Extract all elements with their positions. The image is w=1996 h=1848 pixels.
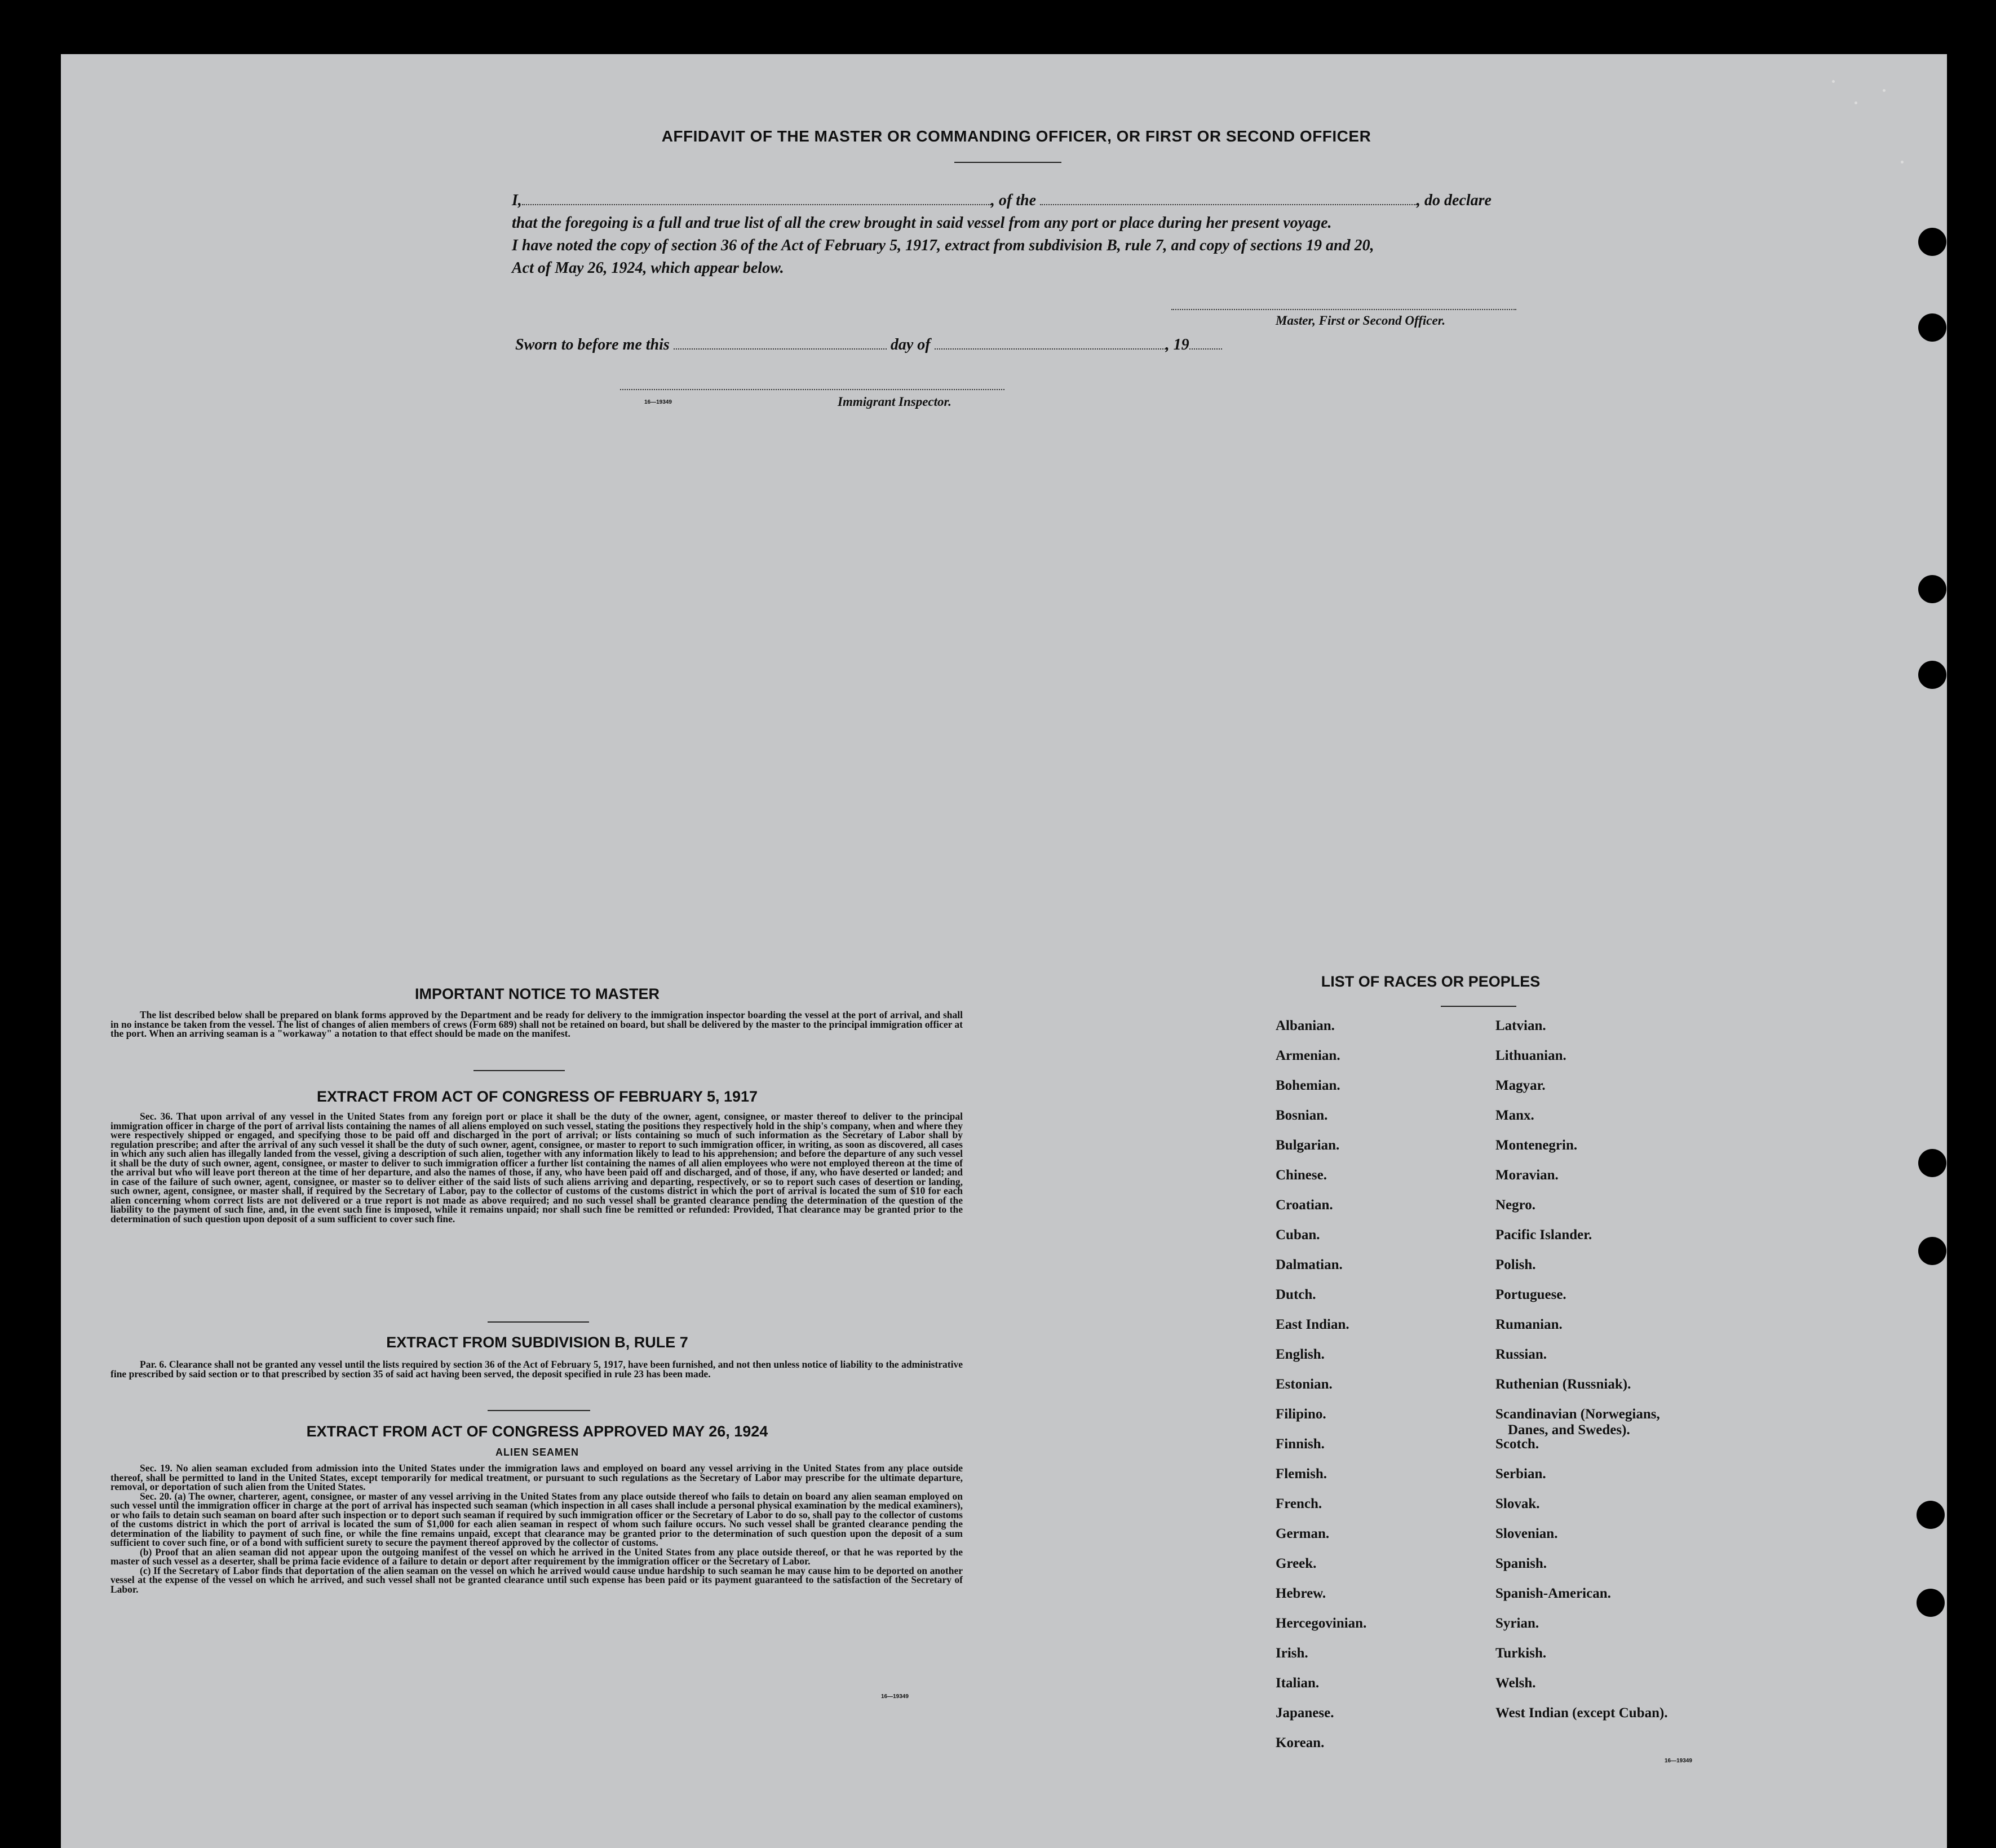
race-item: Russian. xyxy=(1495,1347,1547,1362)
sworn-month-field[interactable] xyxy=(935,337,1166,350)
do-declare-label: , do declare xyxy=(1417,192,1492,209)
sworn-day-field[interactable] xyxy=(674,337,887,350)
notice-text xyxy=(110,1010,963,1038)
par-6-paragraph: Par. 6. Clearance shall not be granted any vessel until the lists required by section 36 of the Act of February 5, 1917, have been furnished, and not then unless notice of liability to the administrative fine prescribed by said section or to that prescribed by section 35 of said act having been served, the deposit specified in rule 23 has been made. xyxy=(110,1359,963,1380)
sworn-line xyxy=(515,336,1222,354)
sec-20c-paragraph: (c) If the Secretary of Labor finds that deportation of the alien seaman on the vessel on which he arrived would cause undue hardship to such seaman he may cause him to be deported on another vessel at the expense of the vessel on which he arrived, and such vessel shall not be granted clearance until such expense has been paid or its payment guaranteed to the satisfaction of the Secretary of Labor. xyxy=(110,1564,963,1595)
affidavit-i-label: I, xyxy=(512,192,522,209)
race-item: Negro. xyxy=(1495,1197,1536,1213)
title-divider xyxy=(954,162,1061,163)
extract-1917-text xyxy=(110,1112,963,1223)
race-item: Polish. xyxy=(1495,1257,1536,1272)
race-item: Dutch. xyxy=(1276,1287,1316,1302)
race-item: Portuguese. xyxy=(1495,1287,1566,1302)
race-item: Croatian. xyxy=(1276,1197,1333,1213)
race-item: Syrian. xyxy=(1495,1616,1539,1631)
race-item: Bosnian. xyxy=(1276,1108,1328,1123)
race-item: Armenian. xyxy=(1276,1048,1340,1063)
race-item: Flemish. xyxy=(1276,1466,1327,1482)
race-item: Spanish. xyxy=(1495,1556,1547,1571)
race-item: Italian. xyxy=(1276,1675,1320,1691)
scan-speck xyxy=(1883,89,1886,92)
race-item: English. xyxy=(1276,1347,1325,1362)
affidavit-line4: Act of May 26, 1924, which appear below. xyxy=(512,259,784,277)
binder-hole xyxy=(1918,228,1946,256)
master-name-field[interactable] xyxy=(522,193,991,205)
extract-1917-title: EXTRACT FROM ACT OF CONGRESS OF FEBRUARY 5, 1917 xyxy=(316,1088,758,1105)
scan-speck xyxy=(1855,101,1857,104)
race-item: Japanese. xyxy=(1276,1705,1334,1721)
races-title: LIST OF RACES OR PEOPLES xyxy=(1321,973,1541,990)
race-item: Latvian. xyxy=(1495,1018,1546,1033)
race-item: Montenegrin. xyxy=(1495,1138,1578,1153)
race-item: Albanian. xyxy=(1276,1018,1335,1033)
binder-hole xyxy=(1918,313,1946,342)
race-item: Hebrew. xyxy=(1276,1586,1326,1601)
races-right-column xyxy=(1495,1018,1749,1807)
race-item: Spanish-American. xyxy=(1495,1586,1611,1601)
notice-paragraph: The list described below shall be prepared on blank forms approved by the Department and be ready for delivery to the immigration inspector boarding the vessel at the port of arrival, and shall in no instance be taken from the vessel. The list of changes of alien members of crews (Form 689) shall not be retained on board, but shall be delivered by the master to the principal immigration officer at the port. When an arriving seaman is a "workaway" a notation to that effect should be made on the manifest. xyxy=(110,1009,963,1039)
divider-2 xyxy=(488,1321,589,1323)
races-divider xyxy=(1441,1006,1516,1007)
race-item: Finnish. xyxy=(1276,1436,1325,1452)
race-item: Rumanian. xyxy=(1495,1317,1563,1332)
race-item: Hercegovinian. xyxy=(1276,1616,1367,1631)
divider-1 xyxy=(473,1070,565,1071)
sec-20a-paragraph: Sec. 20. (a) The owner, charterer, agent, consignee, or master of any vessel arriving in the United States from any place outside thereof who fails to detain on board any alien seaman employed on such vessel until the immigration officer in charge at the port of arrival has inspected such seaman (which inspection in all cases shall include a personal physical examination by the medical examiners), or who fails to detain such seaman on board after such inspection or to deport such seaman if required by such immigration officer or the Secretary of Labor to do so, shall pay to the collector of customs of the customs district in which the port of arrival is located the sum of $1,000 for each alien seaman in respect of whom such failure occurs. No such vessel shall be granted clearance pending the determination of the liability to payment of such fine, or while the fine remains unpaid, except that clearance may be granted prior to the determination of such question upon the deposit of a sum sufficient to cover such fine, or of a bond with sufficient surety to secure the payment thereof approved by the collector of customs. xyxy=(110,1490,963,1548)
race-item: Pacific Islander. xyxy=(1495,1227,1592,1243)
day-of-label: day of xyxy=(890,336,931,353)
scan-speck xyxy=(1901,161,1904,163)
affidavit-title: AFFIDAVIT OF THE MASTER OR COMMANDING OFFICER, OR FIRST OR SECOND OFFICER xyxy=(661,127,1371,145)
extract-1924-text xyxy=(110,1464,963,1594)
race-item: Korean. xyxy=(1276,1735,1325,1750)
sworn-year-field[interactable] xyxy=(1189,337,1222,350)
divider-3 xyxy=(488,1410,590,1411)
race-item: Bohemian. xyxy=(1276,1078,1340,1093)
race-item: Scandinavian (Norwegians, xyxy=(1495,1407,1660,1422)
notice-title: IMPORTANT NOTICE TO MASTER xyxy=(415,985,660,1002)
race-item: Dalmatian. xyxy=(1276,1257,1343,1272)
scan-speck xyxy=(1832,80,1835,83)
master-signature-caption: Master, First or Second Officer. xyxy=(1276,313,1446,328)
race-item: East Indian. xyxy=(1276,1317,1349,1332)
race-item: Chinese. xyxy=(1276,1168,1327,1183)
vessel-name-field[interactable] xyxy=(1040,193,1417,205)
sec-19-paragraph: Sec. 19. No alien seaman excluded from admission into the United States under the immigration laws and employed on board any vessel arriving in the United States from any place outside thereof, shall be permitted to land in the United States, except temporarily for medical treatment, or pursuant to such regulations as the Secretary of Labor may prescribe for the ultimate departure, removal, or deportation of such alien from the United States. xyxy=(110,1462,963,1492)
form-number-races: 16—19349 xyxy=(1665,1758,1692,1764)
race-item: German. xyxy=(1276,1526,1330,1541)
race-item: Welsh. xyxy=(1495,1675,1536,1691)
race-item: Manx. xyxy=(1495,1108,1534,1123)
race-item: Slovenian. xyxy=(1495,1526,1558,1541)
race-item: Slovak. xyxy=(1495,1496,1540,1511)
race-item: Scotch. xyxy=(1495,1436,1539,1452)
of-the-label: , of the xyxy=(990,192,1037,209)
binder-hole xyxy=(1918,1237,1946,1265)
race-item: Ruthenian (Russniak). xyxy=(1495,1377,1631,1392)
race-item: Bulgarian. xyxy=(1276,1138,1340,1153)
affidavit-line1 xyxy=(512,192,1600,210)
rule-7-title: EXTRACT FROM SUBDIVISION B, RULE 7 xyxy=(386,1334,688,1351)
race-item: Turkish. xyxy=(1495,1646,1547,1661)
binder-hole xyxy=(1918,1149,1946,1177)
binder-hole xyxy=(1917,1589,1945,1617)
race-item: Estonian. xyxy=(1276,1377,1333,1392)
race-item: Irish. xyxy=(1276,1646,1308,1661)
binder-hole xyxy=(1917,1501,1945,1529)
binder-hole xyxy=(1918,661,1946,689)
year-prefix-label: , 19 xyxy=(1165,336,1189,353)
affidavit-line3: I have noted the copy of section 36 of the Act of February 5, 1917, extract from subdivision B, rule 7, and copy of sections 19 and 20, xyxy=(512,237,1374,254)
document-sheet xyxy=(61,54,1947,1848)
race-item: Magyar. xyxy=(1495,1078,1546,1093)
extract-1924-title: EXTRACT FROM ACT OF CONGRESS APPROVED MAY 26, 1924 xyxy=(306,1423,768,1440)
races-left-column xyxy=(1276,1018,1490,1807)
race-item-continuation: Danes, and Swedes). xyxy=(1508,1422,1630,1438)
form-number-extract: 16—19349 xyxy=(881,1694,909,1700)
race-item: Moravian. xyxy=(1495,1168,1559,1183)
master-signature-field[interactable] xyxy=(1171,309,1516,310)
race-item: French. xyxy=(1276,1496,1322,1511)
form-number-top: 16—19349 xyxy=(644,399,672,405)
race-item: Filipino. xyxy=(1276,1407,1326,1422)
race-item: Cuban. xyxy=(1276,1227,1320,1243)
sworn-label: Sworn to before me this xyxy=(515,336,670,353)
sec-20b-paragraph: (b) Proof that an alien seaman did not appear upon the outgoing manifest of the vessel on which he arrived in the United States from any place outside thereof, or that he was reported by the master of such vessel as a deserter, shall be prima facie evidence of a failure to detain or deport after requirement by the immigration officer or the Secretary of Labor. xyxy=(110,1546,963,1567)
inspector-signature-field[interactable] xyxy=(620,389,1004,390)
race-item: Serbian. xyxy=(1495,1466,1546,1482)
sec-36-paragraph: Sec. 36. That upon arrival of any vessel in the United States from any foreign port or place it shall be the duty of the owner, agent, consignee, or master thereof to deliver to the principal immigration officer in charge of the port of arrival lists containing the names of all aliens employed on such vessel, stating the positions they respectively hold in the ship's company, when and where they were respectively shipped or engaged, and specifying those to be paid off and discharged in the port of arrival; or lists containing so much of such information as the Secretary of Labor shall by regulation prescribe; and after the arrival of any such vessel it shall be the duty of such owner, agent, consignee, or master to report to such immigration officer, in writing, as soon as discovered, all cases in which any such alien has illegally landed from the vessel, giving a description of such alien, together with any information likely to lead to his apprehension; and before the departure of any such vessel it shall be the duty of such owner, agent, consignee, or master to deliver to such immigration officer a further list containing the names of all alien employees who were not employed thereon at the time of the arrival but who will leave port thereon at the time of her departure, and also the names of those, if any, who have been paid off and discharged, and of those, if any, who have deserted or landed; and in case of the failure of such owner, agent, consignee, or master so to deliver either of the said lists of such aliens arriving and departing, respectively, or so to report such cases of desertion or landing, such owner, agent, consignee, or master shall, if required by the Secretary of Labor, pay to the collector of customs of the customs district in which the port of arrival is located the sum of $10 for each alien concerning whom correct lists are not delivered or a true report is not made as above required; and no such vessel shall be granted clearance pending the determination of the question of the liability to the payment of such fine, and, in the event such fine is imposed, while it remains unpaid; nor shall such fine be remitted or refunded: Provided, That clearance may be granted prior to the determination of such question upon deposit of a sum sufficient to cover such fine. xyxy=(110,1111,963,1224)
race-item: Lithuanian. xyxy=(1495,1048,1566,1063)
alien-seamen-subtitle: ALIEN SEAMEN xyxy=(495,1447,579,1458)
race-item: West Indian (except Cuban). xyxy=(1495,1705,1668,1721)
binder-hole xyxy=(1918,575,1946,603)
inspector-caption: Immigrant Inspector. xyxy=(838,395,951,409)
race-item: Greek. xyxy=(1276,1556,1317,1571)
rule-7-text xyxy=(110,1360,963,1378)
affidavit-line2: that the foregoing is a full and true list of all the crew brought in said vessel from any port or place during her present voyage. xyxy=(512,214,1332,232)
